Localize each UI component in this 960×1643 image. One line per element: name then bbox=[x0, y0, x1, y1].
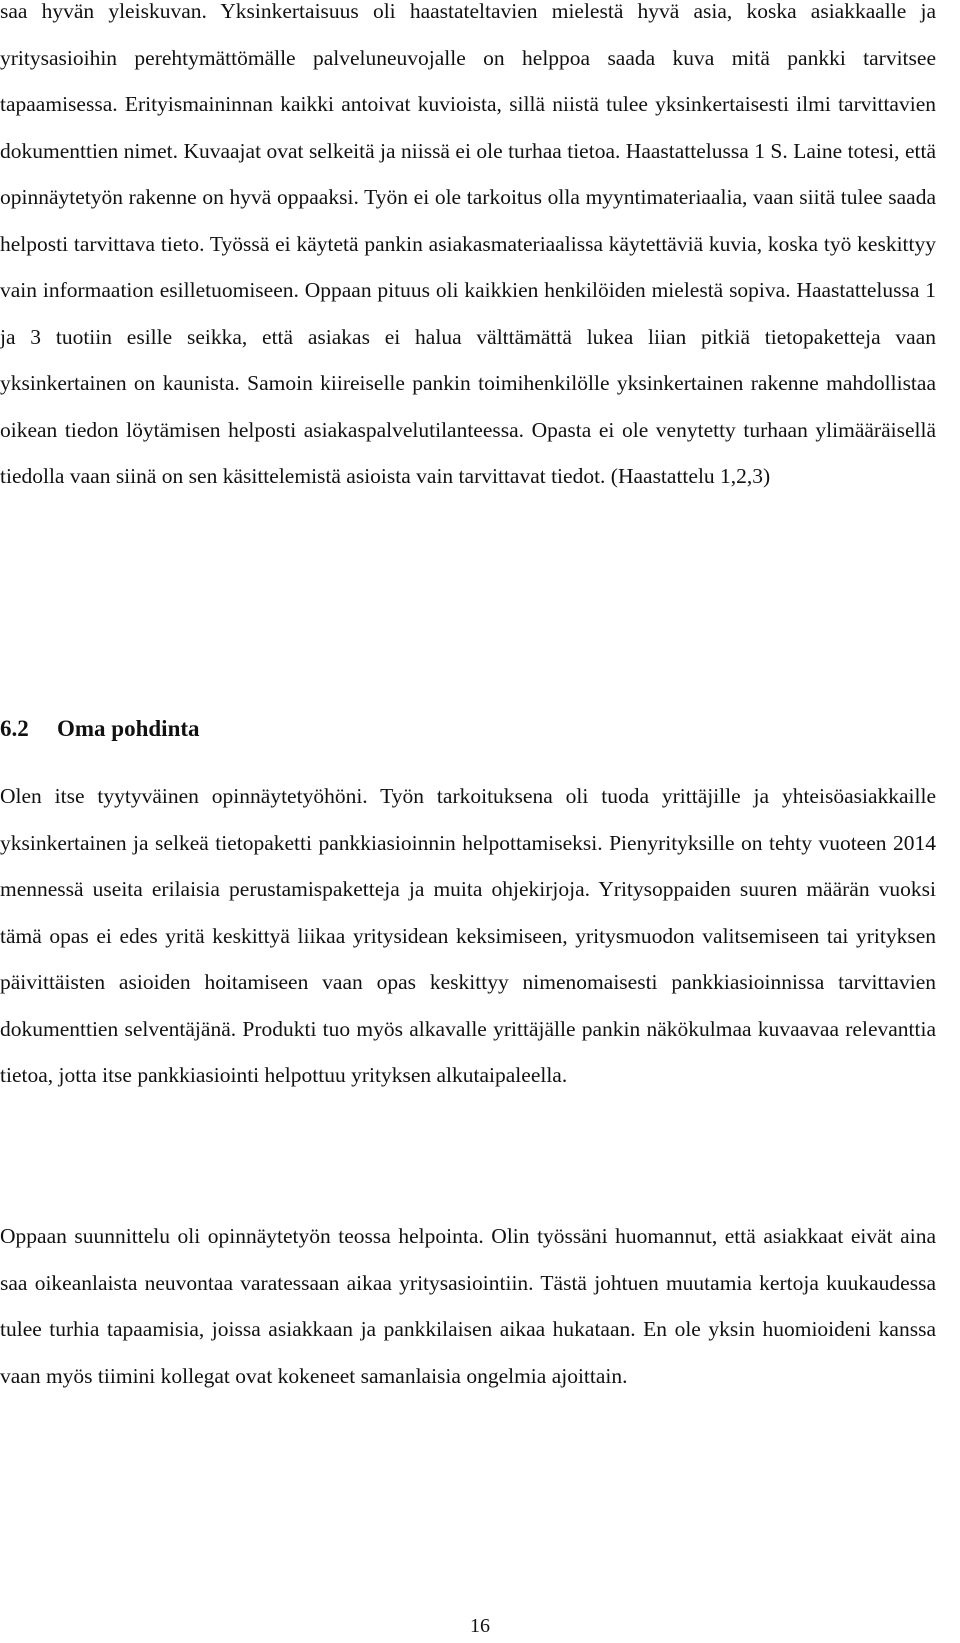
section-title: Oma pohdinta bbox=[57, 716, 200, 741]
body-paragraph-3: Oppaan suunnittelu oli opinnäytetyön teossa helpointa. Olin työssäni huomannut, että asiakkaat eivät aina saa oikeanlaista neuvontaa varatessaan aikaa yritysasiointiin. Tästä johtuen muutamia kertoja kuukaudessa tulee turhia tapaamisia, joissa asiakkaan ja pankkilaisen aikaa hukataan. En ole yksin huomioideni kanssa vaan myös tiimini kollegat ovat kokeneet samanlaisia ongelmia ajoittain. bbox=[0, 1224, 936, 1388]
body-paragraph-1: saa hyvän yleiskuvan. Yksinkertaisuus oli haastateltavien mielestä hyvä asia, koska asiakkaalle ja yritysasioihin perehtymättömälle palveluneuvojalle on helppoa saada kuva mitä pankki tarvitsee tapaamisessa. Erityismaininnan kaikki antoivat kuvioista, sillä niistä tulee yksinkertaisesti ilmi tarvittavien dokumenttien nimet. Kuvaajat ovat selkeitä ja niissä ei ole turhaa tietoa. Haastattelussa 1 S. Laine totesi, että opinnäytetyön rakenne on hyvä oppaaksi. Työn ei ole tarkoitus olla myyntimateriaalia, vaan siitä tulee saada helposti tarvittava tieto. Työssä ei käytetä pankin asiakasmateriaalissa käytettäviä kuvia, koska työ keskittyy vain informaation esilletuomiseen. Oppaan pituus oli kaikkien henkilöiden mielestä sopiva. Haastattelussa 1 ja 3 tuotiin esille seikka, että asiakas ei halua välttämättä lukea liian pitkiä tietopaketteja vaan yksinkertainen on kaunista. Samoin kiireiselle pankin toimihenkilölle yksinkertainen rakenne mahdollistaa oikean tiedon löytämisen helposti asiakaspalvelutilanteessa. Opasta ei ole venytetty turhaan ylimääräisellä tiedolla vaan siinä on sen käsittelemistä asioista vain tarvittavat tiedot. (Haastattelu 1,2,3) bbox=[0, 0, 936, 488]
section-number: 6.2 bbox=[0, 716, 29, 741]
body-paragraph-2: Olen itse tyytyväinen opinnäytetyöhöni. Työn tarkoituksena oli tuoda yrittäjille ja yhteisöasiakkaille yksinkertainen ja selkeä tietopaketti pankkiasioinnin helpottamiseksi. Pienyrityksille on tehty vuoteen 2014 mennessä useita erilaisia perustamispaketteja ja muita ohjekirjoja. Yritysoppaiden suuren määrän vuoksi tämä opas ei edes yritä keskittyä liikaa yritysidean keksimiseen, yritysmuodon valitsemiseen tai yrityksen päivittäisten asioiden hoitamiseen vaan opas keskittyy nimenomaisesti pankkiasioinnissa tarvittavien dokumenttien selventäjänä. Produkti tuo myös alkavalle yrittäjälle pankin näkökulmaa kuvaavaa relevanttia tietoa, jotta itse pankkiasiointi helpottuu yrityksen alkutaipaleella. bbox=[0, 784, 936, 1087]
page-number: 16 bbox=[470, 1615, 490, 1637]
section-heading bbox=[0, 714, 200, 744]
